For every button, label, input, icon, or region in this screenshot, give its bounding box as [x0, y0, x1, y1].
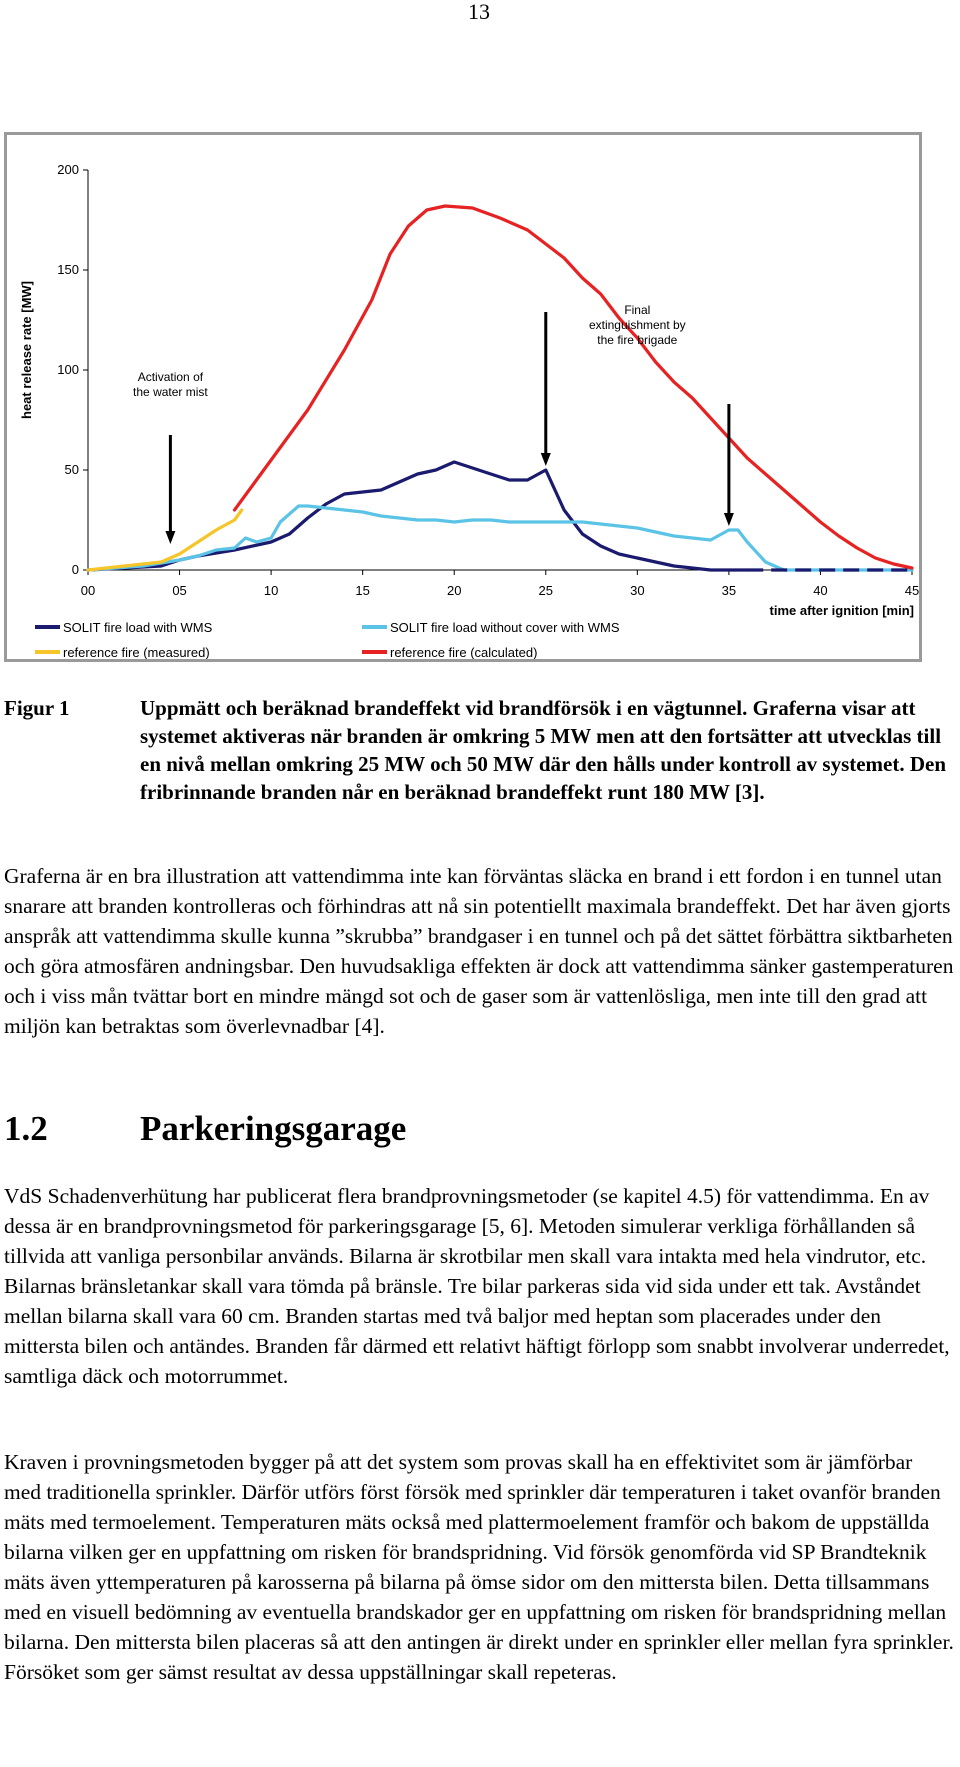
page-number: 13	[468, 0, 490, 24]
section-heading	[4, 1107, 406, 1151]
series-line-4	[235, 206, 913, 568]
section-title: Parkeringsgarage	[140, 1109, 407, 1148]
annotation-arrow-activation-head	[165, 531, 175, 544]
paragraph-requirements: Kraven i provningsmetoden bygger på att det system som provas skall ha en effektivitet som är jämförbar med traditionella sprinkler. Därför utförs först försök med sprinkler där temperaturen i taket ovanför branden mäts med termoelement. Temperaturen mäts också med plattermoelement framför och bakom de uppställda bilarna vilken ger en uppfattning om risken för brandspridning. Vid försök genomförda vid SP Brandteknik mäts även yttemperaturen på karosserna på bilarna på ömse sidor om den mittersta bilen. Detta tillsammans med en visuell bedömning av eventuella brandskador ger en uppfattning om risken för brandspridning mellan bilarna. Den mittersta bilen placeras så att den antingen är direkt under en sprinkler eller mellan fyra sprinkler. Försöket som ger sämst resultat av dessa uppställningar skall repeteras.	[4, 1450, 954, 1684]
x-tick-label: 35	[721, 583, 737, 598]
annotation-activation-text: the water mist	[133, 385, 208, 399]
annotation-final-text: extinguishment by	[588, 318, 686, 332]
x-tick-label: 05	[172, 583, 187, 598]
legend-label: reference fire (calculated)	[390, 645, 538, 659]
series-line-3	[88, 510, 242, 570]
figure-frame	[4, 132, 922, 662]
x-tick-label: 15	[355, 583, 370, 598]
y-tick-label: 200	[57, 162, 79, 177]
x-tick-label: 45	[904, 583, 919, 598]
caption-label: Figur 1	[4, 696, 70, 720]
legend-label: SOLIT fire load with WMS	[63, 620, 213, 635]
x-tick-label: 30	[630, 583, 645, 598]
section-number: 1.2	[4, 1109, 48, 1148]
paragraph-vds-method: VdS Schadenverhütung har publicerat flera brandprovningsmetoder (se kapitel 4.5) för vattendimma. En av dessa är en brandprovningsmetod för parkeringsgarage [5, 6]. Metoden simulerar verkliga förhållanden så tillvida att vanliga personbilar används. Bilarna är skrotbilar men skall vara intakta med hela vindrutor, etc. Bilarnas bränsletankar skall vara tömda på bränsle. Tre bilar parkeras sida vid sida under ett tak. Avståndet mellan bilarna skall vara 60 cm. Branden startas med två baljor med heptan som placerades under den mittersta bilen och antändes. Branden får därmed ett relativt häftigt förlopp som snabbt involverar underredet, samtliga däck och motorrummet.	[4, 1184, 950, 1388]
heat-release-chart	[7, 135, 919, 659]
series-line-2	[88, 506, 912, 570]
series-line-1	[88, 462, 747, 570]
annotation-final-text: Final	[624, 303, 651, 317]
legend-label: reference fire (measured)	[63, 645, 210, 659]
annotation-arrow-final-head	[724, 513, 734, 526]
y-tick-label: 50	[64, 462, 79, 477]
annotation-arrow-peak-head	[541, 453, 551, 466]
x-tick-label: 00	[80, 583, 96, 598]
y-tick-label: 100	[57, 362, 79, 377]
caption-text: Uppmätt och beräknad brandeffekt vid brandförsök i en vägtunnel. Graferna visar att systemet aktiveras när branden är omkring 5 MW men att den fortsätter att utvecklas till en nivå mellan omkring 25 MW och 50 MW där den hålls under kontroll av systemet. Den fribrinnande branden når en beräknad brandeffekt runt 180 MW [3].	[140, 696, 947, 804]
y-tick-label: 0	[71, 562, 79, 577]
x-tick-label: 10	[263, 583, 279, 598]
y-axis-title: heat release rate [MW]	[19, 281, 34, 419]
x-axis-title: time after ignition [min]	[769, 603, 914, 618]
x-tick-label: 40	[813, 583, 828, 598]
annotation-final-text: the fire brigade	[597, 333, 678, 347]
x-tick-label: 25	[538, 583, 554, 598]
x-tick-label: 20	[446, 583, 462, 598]
y-tick-label: 150	[57, 262, 79, 277]
annotation-activation-text: Activation of	[137, 370, 204, 384]
legend-label: SOLIT fire load without cover with WMS	[390, 620, 620, 635]
paragraph-tunnel: Graferna är en bra illustration att vattendimma inte kan förväntas släcka en brand i ett fordon i en tunnel utan snarare att branden kontrolleras och förhindras att nå sin potentiellt maximala brandeffekt. Det har även gjorts anspråk att vattendimma skulle kunna ”skrubba” brandgaser i en tunnel och på det sättet förbättra siktbarheten och göra atmosfären andningsbar. Den huvudsakliga effekten är dock att vattendimma sänker gastemperaturen och i viss mån tvättar bort en mindre mängd sot och de gaser som är vattenlösliga, men inte till den grad att miljön kan betraktas som överlevnadbar [4].	[4, 864, 954, 1038]
